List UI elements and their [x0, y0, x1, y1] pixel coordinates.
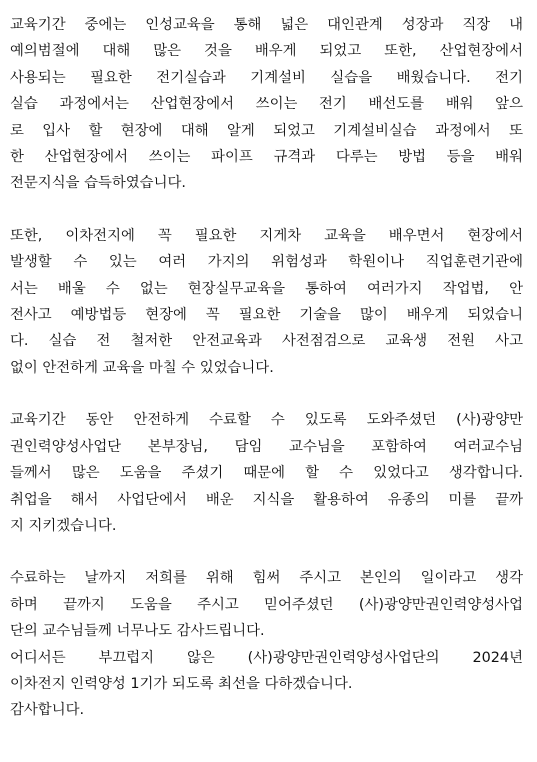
text-line: 실습 과정에서는 산업현장에서 쓰이는 전기 배선도를 배워 앞으 [10, 96, 523, 113]
text-line: 어디서든 부끄럽지 않은 (사)광양만권인력양성사업단의 2024년 [10, 649, 523, 666]
text-line: 취업을 해서 사업단에서 배운 지식을 활용하여 유종의 미를 끝까 [10, 491, 523, 508]
text-line: 들께서 많은 도움을 주셨기 때문에 할 수 있었다고 생각합니다. [10, 465, 523, 482]
text-line: 전사고 예방법등 현장에 꼭 필요한 기술을 많이 배우게 되었습니 [10, 307, 523, 324]
text-line: 사용되는 필요한 전기실습과 기계설비 실습을 배웠습니다. 전기 [10, 69, 523, 86]
text-line: 권인력양성사업단 본부장님, 담임 교수님을 포함하여 여러교수님 [10, 438, 523, 455]
text-line: 발생할 수 있는 여러 가지의 위험성과 학원이나 직업훈련기관에 [10, 254, 523, 271]
paragraph-spacer [10, 197, 523, 223]
paragraph-acknowledgement [10, 407, 523, 539]
text-line: 감사합니다. [10, 702, 85, 719]
text-line: 지 지키겠습니다. [10, 517, 117, 534]
text-line: 로 입사 할 현장에 대해 알게 되었고 기계설비실습 과정에서 또 [10, 122, 523, 139]
paragraph-closing-thanks [10, 565, 523, 723]
paragraph-spacer [10, 539, 523, 565]
text-line: 단의 교수님들께 너무나도 감사드립니다. [10, 623, 265, 640]
text-line: 서는 배울 수 없는 현장실무교육을 통하여 여러가지 작업법, 안 [10, 280, 523, 297]
text-line: 예의범절에 대해 많은 것을 배우게 되었고 또한, 산업현장에서 [10, 43, 523, 60]
text-line: 수료하는 날까지 저희를 위해 힘써 주시고 본인의 일이라고 생각 [10, 570, 523, 587]
text-line: 한 산업현장에서 쓰이는 파이프 규격과 다루는 방법 등을 배워 [10, 149, 523, 166]
text-line: 다. 실습 전 철저한 안전교육과 사전점검으로 교육생 전원 사고 [10, 333, 523, 350]
paragraph-training-experience [10, 12, 523, 197]
text-line: 또한, 이차전지에 꼭 필요한 지게차 교육을 배우면서 현장에서 [10, 227, 523, 244]
paragraph-forklift-training [10, 223, 523, 381]
text-line: 하며 끝까지 도움을 주시고 믿어주셨던 (사)광양만권인력양성사업 [10, 596, 523, 613]
text-line: 이차전지 인력양성 1기가 되도록 최선을 다하겠습니다. [10, 675, 353, 692]
text-line: 없이 안전하게 교육을 마칠 수 있었습니다. [10, 359, 274, 376]
text-line: 전문지식을 습득하였습니다. [10, 175, 186, 192]
text-line: 교육기간 동안 안전하게 수료할 수 있도록 도와주셨던 (사)광양만 [10, 412, 523, 429]
paragraph-spacer [10, 381, 523, 407]
text-line: 교육기간 중에는 인성교육을 통해 넓은 대인관계 성장과 직장 내 [10, 17, 523, 33]
